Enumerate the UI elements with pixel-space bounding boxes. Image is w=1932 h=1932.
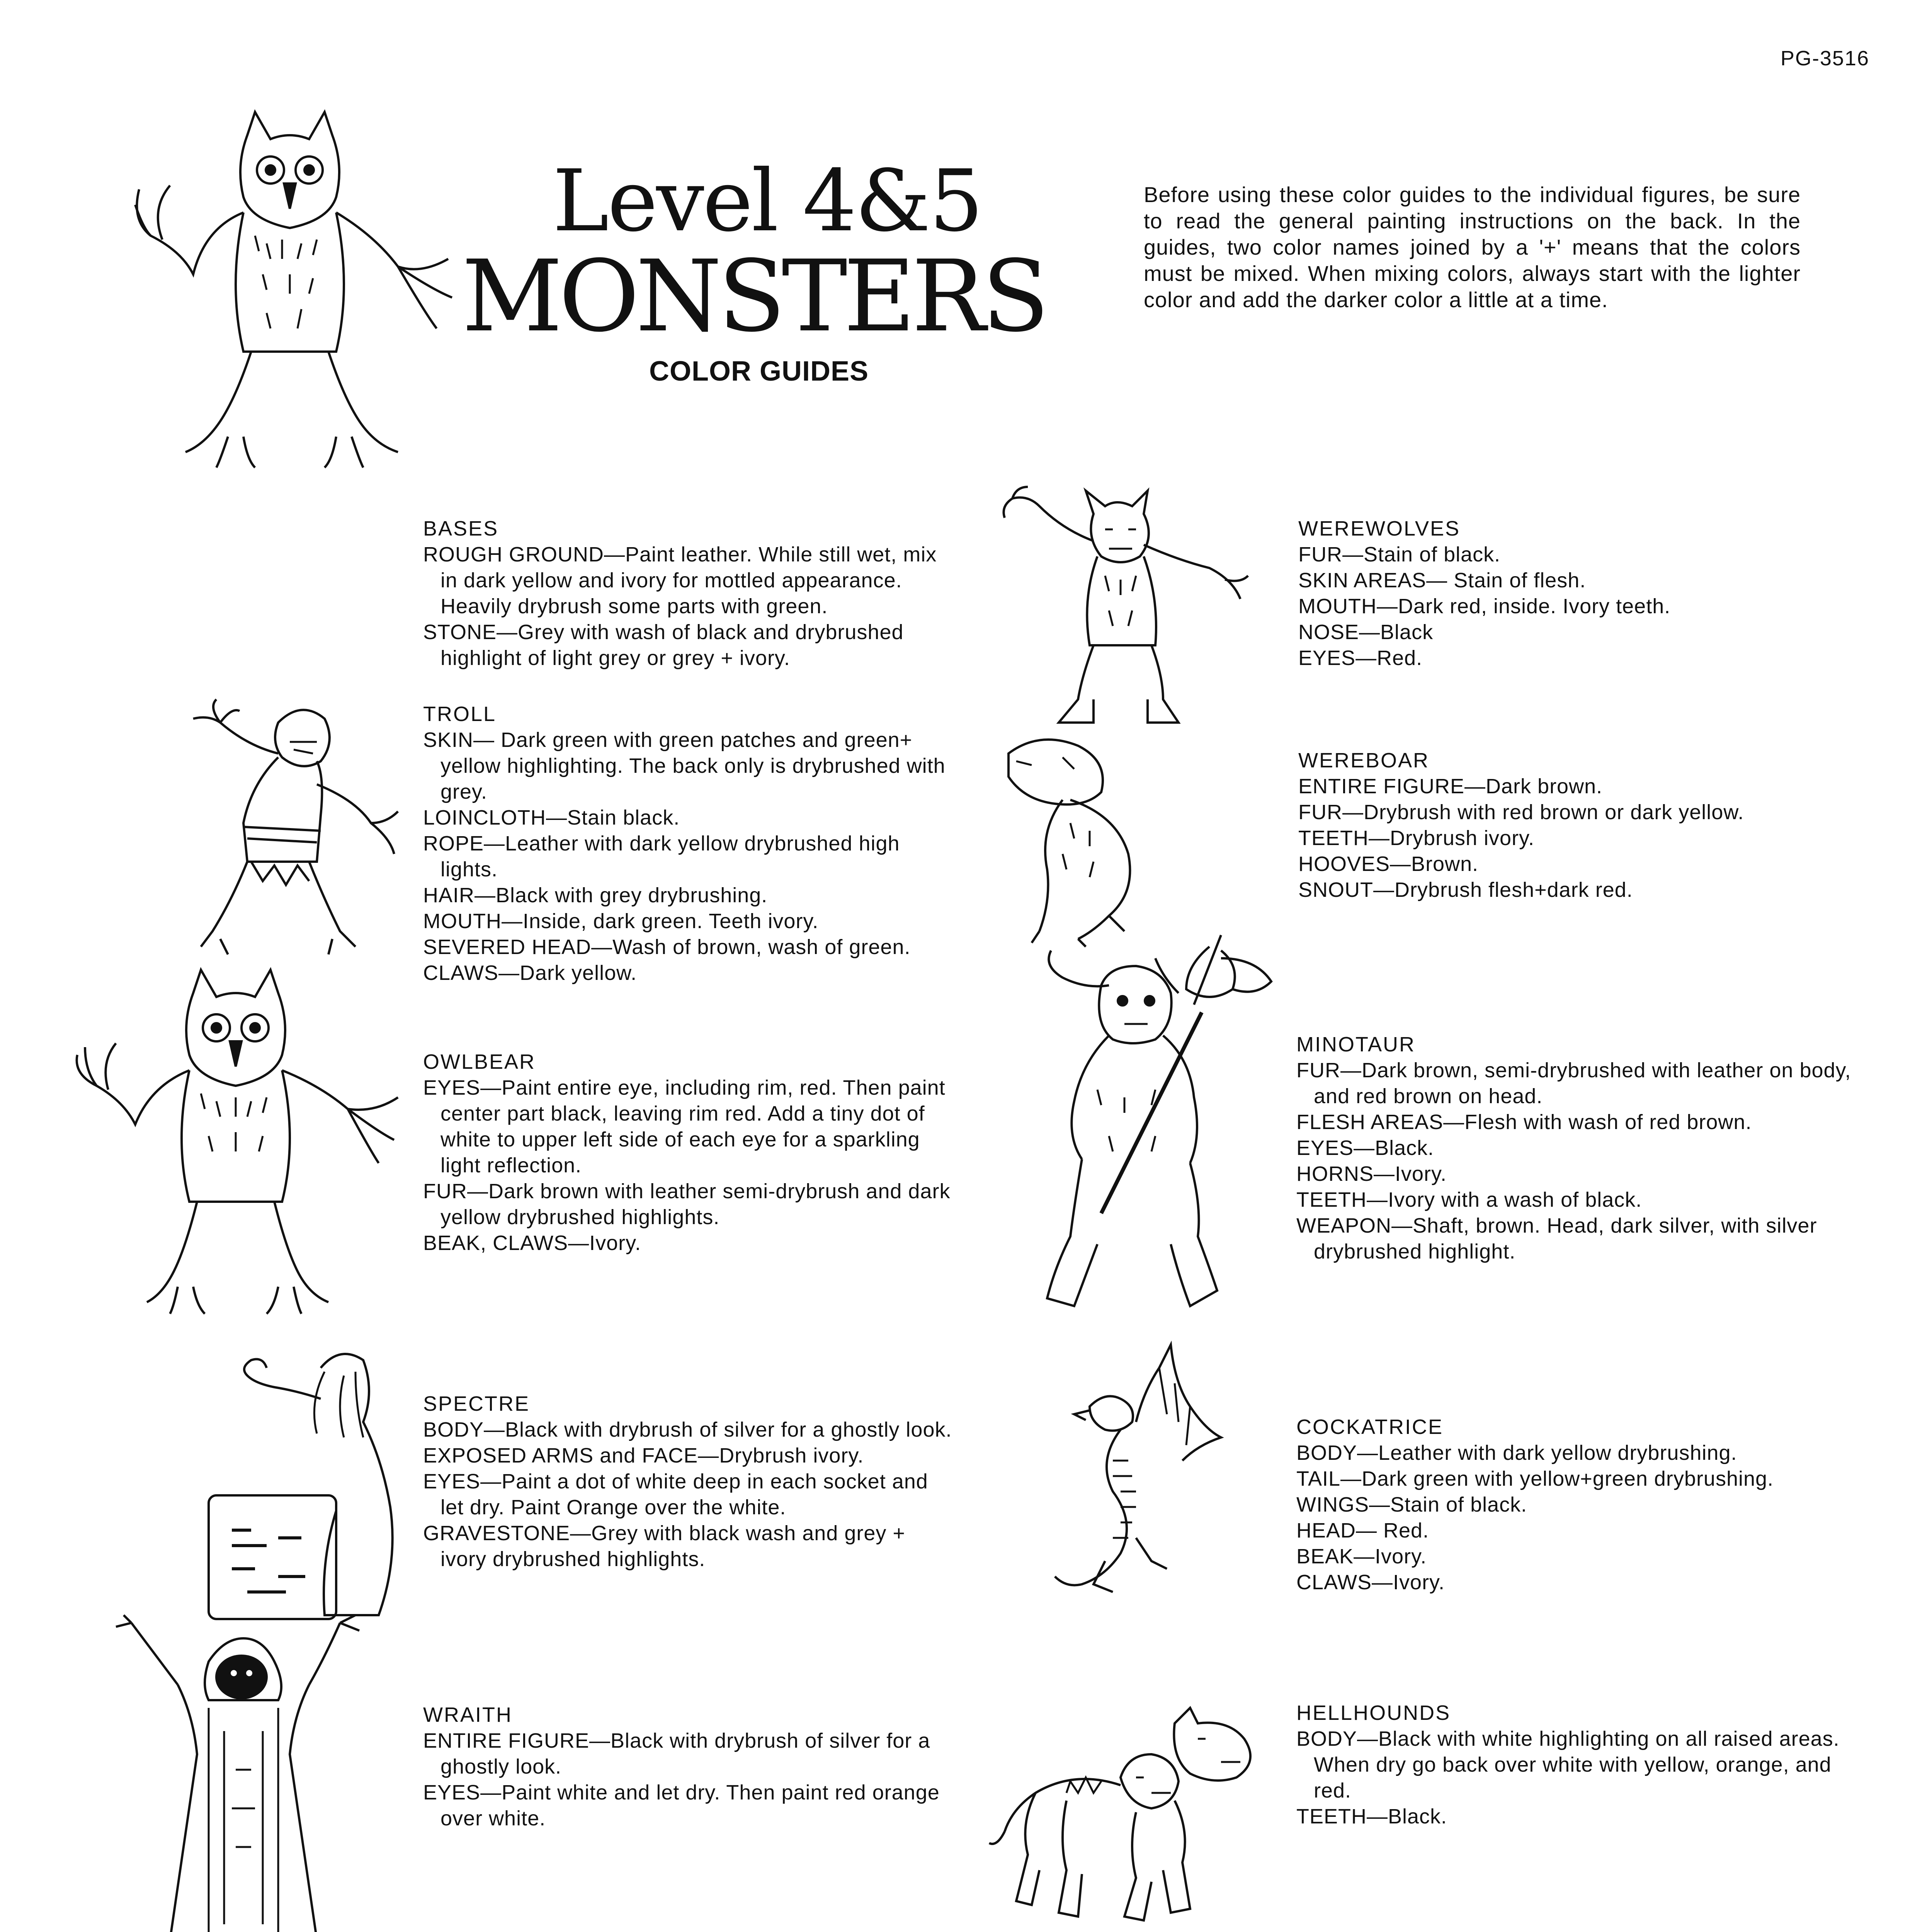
page-code: PG-3516 — [1780, 47, 1869, 70]
guide-line: TEETH—Ivory with a wash of black. — [1296, 1188, 1642, 1211]
guide-line: GRAVESTONE—Grey with black wash and grey + ivory drybrushed highlights. — [423, 1522, 905, 1571]
guide-line: HAIR—Black with grey drybrushing. — [423, 884, 768, 907]
guide-line: BEAK—Ivory. — [1296, 1545, 1427, 1568]
guide-line: FLESH AREAS—Flesh with wash of red brown. — [1296, 1111, 1752, 1134]
section-wereboar — [1298, 748, 1859, 903]
guide-line: TEETH—Drybrush ivory. — [1298, 827, 1535, 850]
guide-line: SNOUT—Drybrush flesh+dark red. — [1298, 878, 1633, 901]
wraith-illustration — [108, 1615, 379, 1932]
section-title: WEREBOAR — [1298, 749, 1430, 772]
guide-line: WINGS—Stain of black. — [1296, 1493, 1527, 1516]
guide-line: ENTIRE FIGURE—Black with drybrush of silver for a ghostly look. — [423, 1729, 930, 1778]
guide-line: STONE—Grey with wash of black and drybrushed highlight of light grey or grey + ivory. — [423, 621, 904, 670]
spectre-illustration — [209, 1345, 425, 1623]
section-title: HELLHOUNDS — [1296, 1701, 1451, 1725]
section-title: SPECTRE — [423, 1392, 530, 1415]
guide-line: ENTIRE FIGURE—Dark brown. — [1298, 775, 1603, 798]
guide-line: HORNS—Ivory. — [1296, 1162, 1447, 1185]
intro-paragraph: Before using these color guides to the individual figures, be sure to read the general painting instructions on the back. In the guides, two color names joined by a '+' means that the colors must be mixed. When mixing colors, always start with the lighter color and add the darker color a little at a time. — [1144, 182, 1801, 312]
section-title: MINOTAUR — [1296, 1033, 1415, 1056]
guide-line: CLAWS—Ivory. — [1296, 1571, 1445, 1594]
owlbear-header-illustration — [128, 112, 456, 471]
guide-line: BODY—Leather with dark yellow drybrushing. — [1296, 1441, 1737, 1464]
guide-line: ROPE—Leather with dark yellow drybrushed high lights. — [423, 832, 900, 881]
section-minotaur — [1296, 1032, 1857, 1265]
guide-line: BODY—Black with white highlighting on all raised areas. When dry go back over white with yellow, orange, and red. — [1296, 1727, 1840, 1802]
section-cockatrice — [1296, 1414, 1857, 1595]
section-werewolves — [1298, 516, 1859, 671]
guide-line: MOUTH—Dark red, inside. Ivory teeth. — [1298, 595, 1671, 618]
guide-line: EXPOSED ARMS and FACE—Drybrush ivory. — [423, 1444, 864, 1467]
section-title: COCKATRICE — [1296, 1415, 1444, 1439]
guide-line: SKIN— Dark green with green patches and green+ yellow highlighting. The back only is drybrushed with grey. — [423, 728, 946, 803]
guide-line: BEAK, CLAWS—Ivory. — [423, 1231, 641, 1255]
guide-line: ROUGH GROUND—Paint leather. While still wet, mix in dark yellow and ivory for mottled appearance. Heavily drybrush some parts with green. — [423, 543, 937, 618]
guide-line: EYES—Paint entire eye, including rim, red. Then paint center part black, leaving rim red. Add a tiny dot of white to upper left side of each eye for a sparkling light reflection. — [423, 1076, 946, 1177]
werewolf-illustration — [993, 483, 1256, 730]
section-troll — [423, 701, 956, 986]
owlbear-illustration — [70, 970, 402, 1318]
section-title: WEREWOLVES — [1298, 517, 1461, 540]
guide-line: HEAD— Red. — [1296, 1519, 1429, 1542]
guide-line: EYES—Red. — [1298, 646, 1423, 670]
guide-line: TEETH—Black. — [1296, 1805, 1447, 1828]
cockatrice-illustration — [1043, 1345, 1229, 1600]
guide-line: HOOVES—Brown. — [1298, 852, 1479, 876]
section-owlbear — [423, 1049, 956, 1256]
guide-line: SEVERED HEAD—Wash of brown, wash of green. — [423, 935, 911, 959]
title-monsters: MONSTERS — [462, 239, 1046, 354]
title-level: Level 4&5 — [553, 151, 982, 250]
guide-line: BODY—Black with drybrush of silver for a ghostly look. — [423, 1418, 952, 1441]
subtitle-color-guides: COLOR GUIDES — [649, 356, 869, 387]
guide-line: WEAPON—Shaft, brown. Head, dark silver, with silver drybrushed highlight. — [1296, 1214, 1817, 1263]
guide-line: CLAWS—Dark yellow. — [423, 961, 637, 985]
guide-line: SKIN AREAS— Stain of flesh. — [1298, 569, 1586, 592]
guide-line: FUR—Dark brown with leather semi-drybrush and dark yellow drybrushed highlights. — [423, 1180, 951, 1229]
guide-line: EYES—Paint a dot of white deep in each socket and let dry. Paint Orange over the white. — [423, 1470, 928, 1519]
minotaur-illustration — [1039, 935, 1279, 1321]
troll-illustration — [162, 699, 402, 962]
section-hellhounds — [1296, 1700, 1857, 1830]
section-wraith — [423, 1702, 956, 1832]
guide-line: MOUTH—Inside, dark green. Teeth ivory. — [423, 910, 819, 933]
hellhounds-illustration — [989, 1708, 1275, 1924]
section-title: TROLL — [423, 702, 497, 726]
guide-line: EYES—Paint white and let dry. Then paint red orange over white. — [423, 1781, 940, 1830]
guide-line: LOINCLOTH—Stain black. — [423, 806, 680, 829]
section-title: WRAITH — [423, 1703, 512, 1726]
section-bases — [423, 516, 956, 671]
guide-line: FUR—Drybrush with red brown or dark yellow. — [1298, 801, 1744, 824]
guide-line: NOSE—Black — [1298, 621, 1434, 644]
guide-line: EYES—Black. — [1296, 1136, 1434, 1160]
guide-line: TAIL—Dark green with yellow+green drybrushing. — [1296, 1467, 1774, 1490]
guide-line: FUR—Dark brown, semi-drybrushed with leather on body, and red brown on head. — [1296, 1059, 1851, 1108]
guide-line: FUR—Stain of black. — [1298, 543, 1501, 566]
section-spectre — [423, 1391, 956, 1572]
section-title: OWLBEAR — [423, 1050, 536, 1073]
section-title: BASES — [423, 517, 499, 540]
wereboar-illustration — [993, 730, 1155, 947]
